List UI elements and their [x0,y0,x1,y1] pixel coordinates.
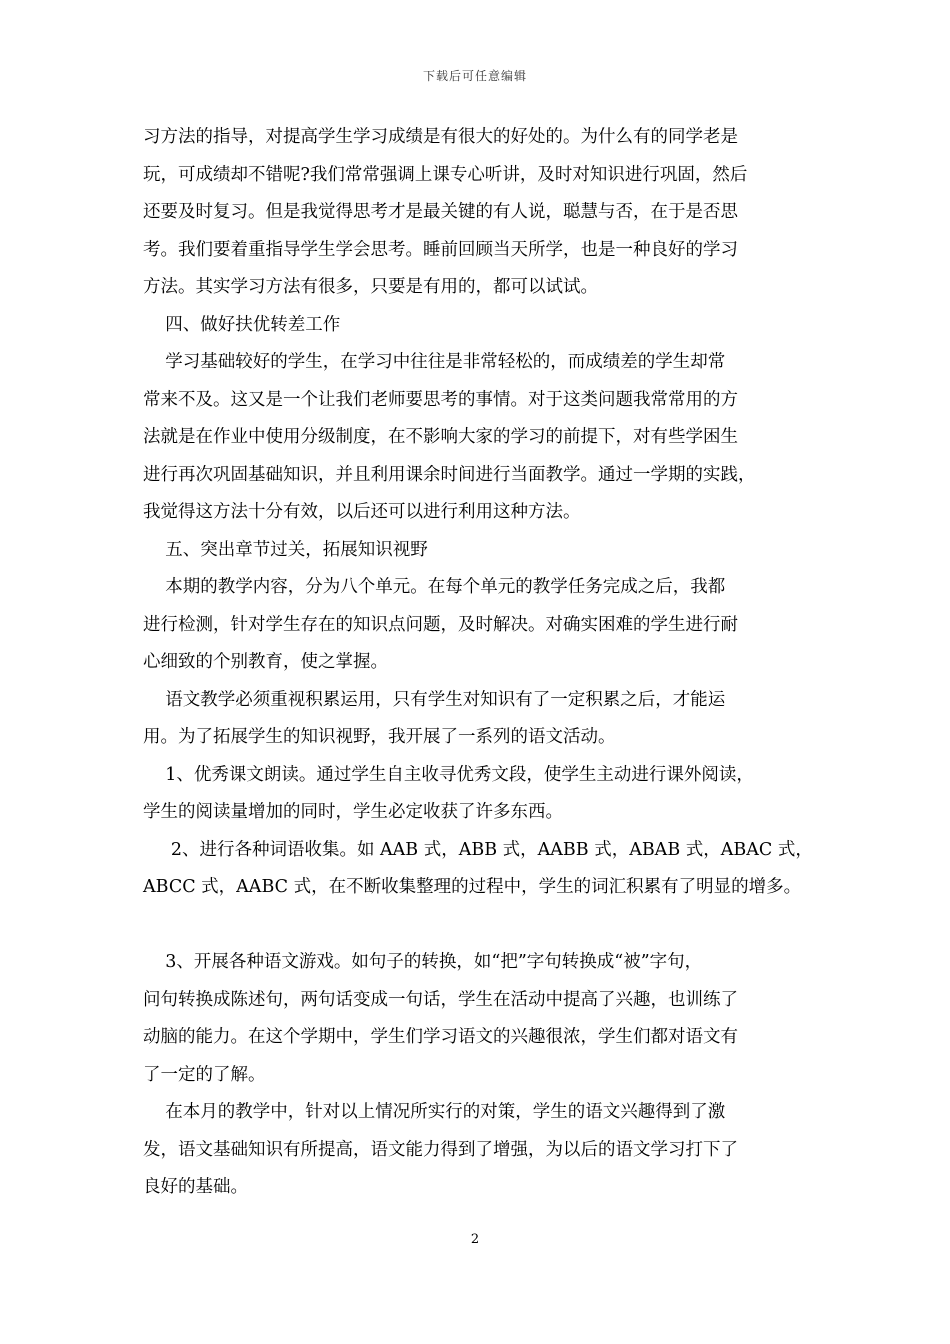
body-line: 3、开展各种语文游戏。如句子的转换，如“把”字句转换成“被”字句， [143,952,703,972]
body-line: 考。我们要着重指导学生学会思考。睡前回顾当天所学，也是一种良好的学习 [143,239,738,260]
body-line: 学习基础较好的学生，在学习中往往是非常轻松的，而成绩差的学生却常 [143,352,726,372]
body-line: 在本月的教学中，针对以上情况所实行的对策，学生的语文兴趣得到了激 [143,1102,726,1122]
body-line: 2、进行各种词语收集。如 AAB 式，ABB 式，AABB 式，ABAB 式，ABAC 式， [143,839,813,860]
page-number: 2 [470,1232,480,1247]
document-body [143,119,823,1207]
body-line: 了一定的了解。 [143,1064,266,1085]
body-line: 发，语文基础知识有所提高，语文能力得到了增强，为以后的语文学习打下了 [143,1139,738,1160]
body-line: 法就是在作业中使用分级制度，在不影响大家的学习的前提下，对有些学困生 [143,427,738,447]
body-line: 1、优秀课文朗读。通过学生自主收寻优秀文段，使学生主动进行课外阅读， [143,764,754,785]
body-line: 进行检测，针对学生存在的知识点问题，及时解决。对确实困难的学生进行耐 [143,614,738,635]
body-line: 心细致的个别教育，使之掌握。 [143,652,388,672]
body-line: 习方法的指导，对提高学生学习成绩是有很大的好处的。为什么有的同学老是 [143,127,738,147]
body-line: 进行再次巩固基础知识，并且利用课余时间进行当面教学。通过一学期的实践， [143,464,756,485]
body-line: ABCC 式，AABC 式，在不断收集整理的过程中，学生的词汇积累有了明显的增多。 [143,877,802,897]
body-line: 用。为了拓展学生的知识视野，我开展了一系列的语文活动。 [143,727,616,747]
body-line: 常来不及。这又是一个让我们老师要思考的事情。对于这类问题我常常用的方 [143,389,738,410]
body-line: 问句转换成陈述句，两句话变成一句话，学生在活动中提高了兴趣，也训练了 [143,989,738,1010]
body-line: 良好的基础。 [143,1177,248,1197]
body-line: 学生的阅读量增加的同时，学生必定收获了许多东西。 [143,802,563,822]
blank-line [143,907,823,945]
body-line: 我觉得这方法十分有效，以后还可以进行利用这种方法。 [143,502,581,522]
body-line: 动脑的能力。在这个学期中，学生们学习语文的兴趣很浓，学生们都对语文有 [143,1027,738,1047]
section-heading: 四、做好扶优转差工作 [143,314,341,335]
body-line: 还要及时复习。但是我觉得思考才是最关键的有人说，聪慧与否，在于是否思 [143,202,738,222]
body-line: 语文教学必须重视积累运用，只有学生对知识有了一定积累之后，才能运 [143,689,726,710]
page-header: 下载后可任意编辑 [422,69,527,83]
section-heading: 五、突出章节过关，拓展知识视野 [143,539,428,560]
body-line: 玩，可成绩却不错呢?我们常常强调上课专心听讲，及时对知识进行巩固，然后 [143,164,748,185]
body-line: 本期的教学内容，分为八个单元。在每个单元的教学任务完成之后，我都 [143,577,726,597]
body-line: 方法。其实学习方法有很多，只要是有用的，都可以试试。 [143,277,598,297]
